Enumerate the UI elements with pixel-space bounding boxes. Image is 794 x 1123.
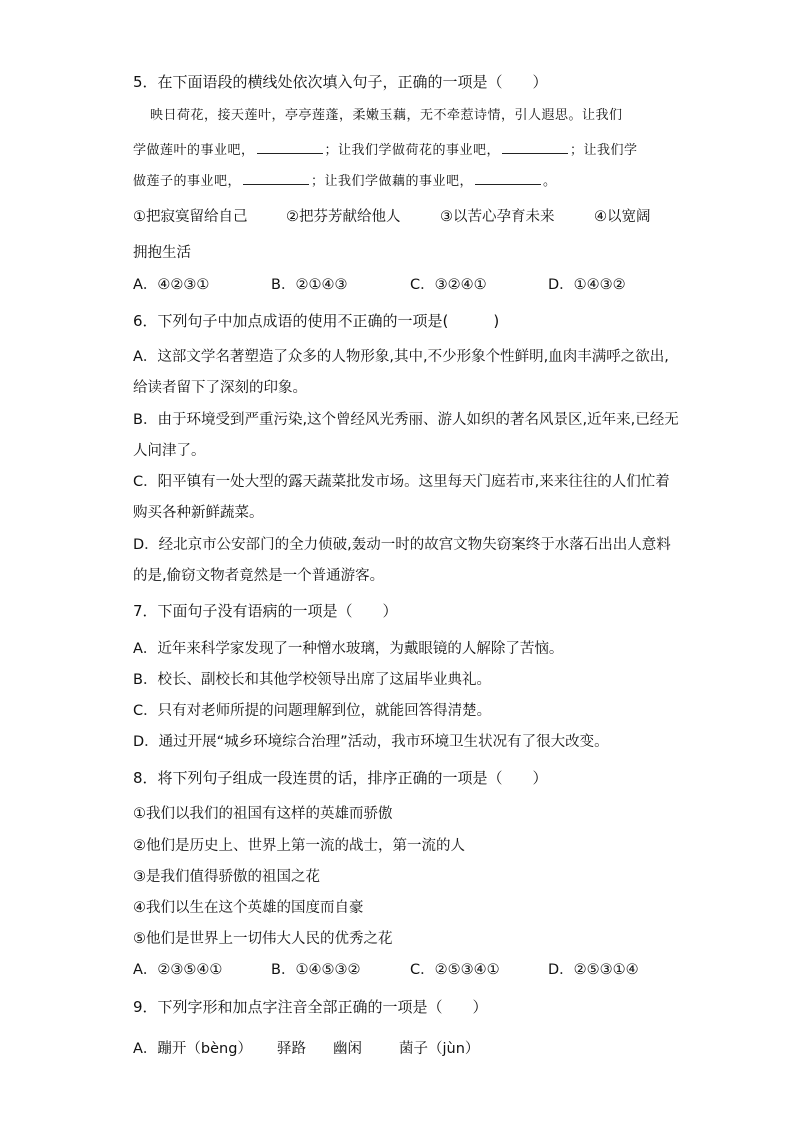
q7-option-a: A．近年来科学家发现了一种憎水玻璃，为戴眼镜的人解除了苦恼。 [133, 641, 564, 657]
q8-option-c: C．②⑤③④① [410, 962, 500, 978]
q9-option-a-word-3: 幽闲 [333, 1041, 362, 1057]
q7-option-d: D．通过开展“城乡环境综合治理”活动，我市环境卫生状况有了很大改变。 [133, 734, 609, 750]
q9-stem: 9．下列字形和加点字注音全部正确的一项是（ ） [133, 998, 488, 1016]
q5-passage-line-1: 映日荷花，接天莲叶，亭亭莲蓬，柔嫩玉藕，无不牵惹诗情，引人遐思。让我们 [150, 108, 623, 123]
q6-option-c-line-1: C．阳平镇有一处大型的露天蔬菜批发市场。这里每天门庭若市,来来往往的人们忙着 [133, 474, 670, 490]
q5-choice-1: ①把寂寞留给自己 [133, 209, 248, 225]
q9-option-a-word-1: A．蹦开（bèng） [133, 1041, 252, 1057]
q6-option-b-line-1: B．由于环境受到严重污染,这个曾经风光秀丽、游人如织的著名风景区,近年来,已经无 [133, 412, 679, 428]
q5-choice-3: ③以苦心孕育未来 [440, 209, 555, 225]
q5-choice-4-cont: 拥抱生活 [133, 245, 191, 261]
q5-option-c: C．③②④① [410, 277, 487, 293]
q9-option-a-word-2: 驿路 [277, 1041, 306, 1057]
blank-2 [502, 140, 568, 154]
q8-sentence-4: ④我们以生在这个英雄的国度而自豪 [133, 900, 364, 916]
q5-option-b: B．②①④③ [271, 277, 348, 293]
blank-4 [475, 171, 541, 185]
q8-sentence-1: ①我们以我们的祖国有这样的英雄而骄傲 [133, 806, 393, 822]
q5-option-d: D．①④③② [548, 277, 626, 293]
q6-option-d-line-1: D．经北京市公安部门的全力侦破,轰动一时的故宫文物失窃案终于水落石出出人意料 [133, 537, 671, 553]
q6-option-a-line-2: 给读者留下了深刻的印象。 [133, 380, 307, 396]
blank-3 [243, 171, 309, 185]
q7-option-b: B．校长、副校长和其他学校领导出席了这届毕业典礼。 [133, 672, 491, 688]
q6-option-a-line-1: A．这部文学名著塑造了众多的人物形象,其中,不少形象个性鲜明,血肉丰满呼之欲出, [133, 349, 669, 365]
q6-option-c-line-2: 购买各种新鲜蔬菜。 [133, 505, 264, 521]
q8-option-d: D．②⑤③①④ [548, 962, 639, 978]
q5-stem: 5．在下面语段的横线处依次填入句子，正确的一项是（ ） [133, 73, 548, 91]
blank-1 [257, 140, 323, 154]
q5-choice-4: ④以宽阔 [594, 209, 651, 225]
q6-option-d-line-2: 的是,偷窃文物者竟然是一个普通游客。 [133, 568, 385, 584]
q6-option-b-line-2: 人问津了。 [133, 443, 206, 459]
q8-sentence-3: ③是我们值得骄傲的祖国之花 [133, 869, 320, 885]
q5-choice-2: ②把芬芳献给他人 [286, 209, 401, 225]
q7-option-c: C．只有对老师所提的问题理解到位，就能回答得清楚。 [133, 703, 492, 719]
q7-stem: 7．下面句子没有语病的一项是（ ） [133, 602, 398, 620]
q9-option-a-word-4: 菌子（jùn） [399, 1041, 480, 1057]
q8-stem: 8．将下列句子组成一段连贯的话，排序正确的一项是（ ） [133, 769, 548, 787]
q8-sentence-2: ②他们是历史上、世界上第一流的战士，第一流的人 [133, 838, 465, 854]
q8-option-b: B．①④⑤③② [271, 962, 361, 978]
q5-option-a: A．④②③① [133, 277, 210, 293]
q5-passage-line-2: 学做莲叶的事业吧， ；让我们学做荷花的事业吧， ；让我们学 [133, 140, 638, 161]
q8-sentence-5: ⑤他们是世界上一切伟大人民的优秀之花 [133, 931, 393, 947]
q6-stem: 6．下列句子中加点成语的使用不正确的一项是( ) [133, 312, 500, 330]
q8-option-a: A．②③⑤④① [133, 962, 223, 978]
q5-passage-line-3: 做莲子的事业吧， ；让我们学做藕的事业吧， 。 [133, 171, 557, 192]
